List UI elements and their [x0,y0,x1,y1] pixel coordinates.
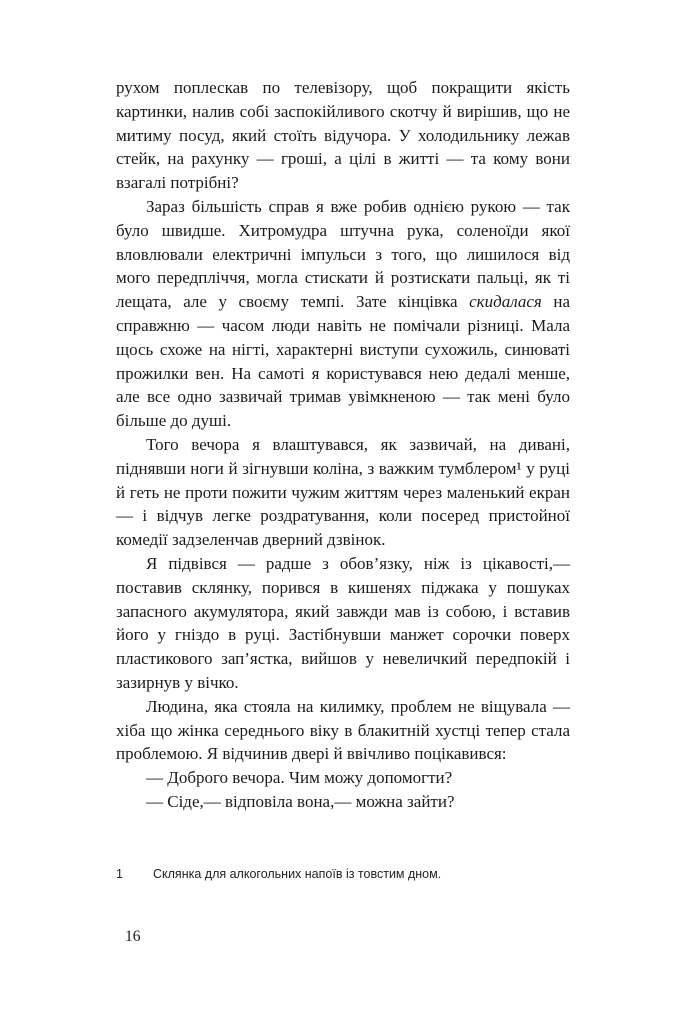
footnote-number: 1 [116,867,123,881]
footnote-text: Склянка для алкогольних напоїв із товстим дном. [153,867,442,881]
dialogue-line [116,790,570,814]
text-run: рухом поплескав по телевізору, щоб покращити якість картинки, налив собі заспокійливого скотчу й вирішив, що не митиму посуд, який стоїть відучора. У холодильнику лежав стейк, на рахунку — гроші, а цілі в житті — та кому вони взагалі потрібні? [116,78,570,193]
text-run: на справжню — часом люди навіть не помічали різниці. Мала щось схоже на нігті, характерні виступи сухожиль, синюваті прожилки вен. На самоті я користувався нею дедалі менше, але все одно зазвичай тримав увімкненою — так мені було більше до душі. [116,292,570,431]
paragraph [116,433,570,552]
paragraph [116,195,570,433]
paragraph [116,76,570,195]
text-run: Того вечора я влаштувався, як зазвичай, на дивані, піднявши ноги й зігнувши коліна, з важким тумблером¹ у руці й геть не проти пожити чужим життям через маленький екран — і відчув легке роздратування, коли посеред пристойної комедії задзеленчав дверний дзвінок. [116,434,570,550]
text-run: Я підвівся — радше з обов’язку, ніж із цікавості,— поставив склянку, порився в кишенях піджака у пошуках запасного акумулятора, який завжди мав із собою, і вставив його у гніздо в руці. Застібнувши манжет сорочки поверх пластикового зап’ястка, вийшов у невеличкий передпокій і зазирнув у вічко. [116,553,570,692]
italic-run: скидалася [469,292,542,312]
text-run: — Сіде,— відповіла вона,— можна зайти? [146,791,455,811]
text-block [116,76,570,814]
paragraph [116,695,570,766]
footnote [116,866,570,883]
text-run: Зараз більшість справ я вже робив однією рукою — так було швидше. Хитромудра штучна рука, соленоїди якої вловлювали електричні імпульси з того, що лишилося від мого передпліччя, могла стискати й розтискати пальці, як ті лещата, але у своєму темпі. Зате кінцівка [116,196,570,312]
text-run: — Доброго вечора. Чим можу допомогти? [146,768,453,788]
page-number: 16 [125,928,141,945]
paragraph [116,552,570,695]
text-run: Людина, яка стояла на килимку, проблем не віщувала — хіба що жінка середнього віку в блакитній хустці тепер стала проблемою. Я відчинив двері й ввічливо поцікавився: [116,696,570,764]
dialogue-line [116,766,570,790]
